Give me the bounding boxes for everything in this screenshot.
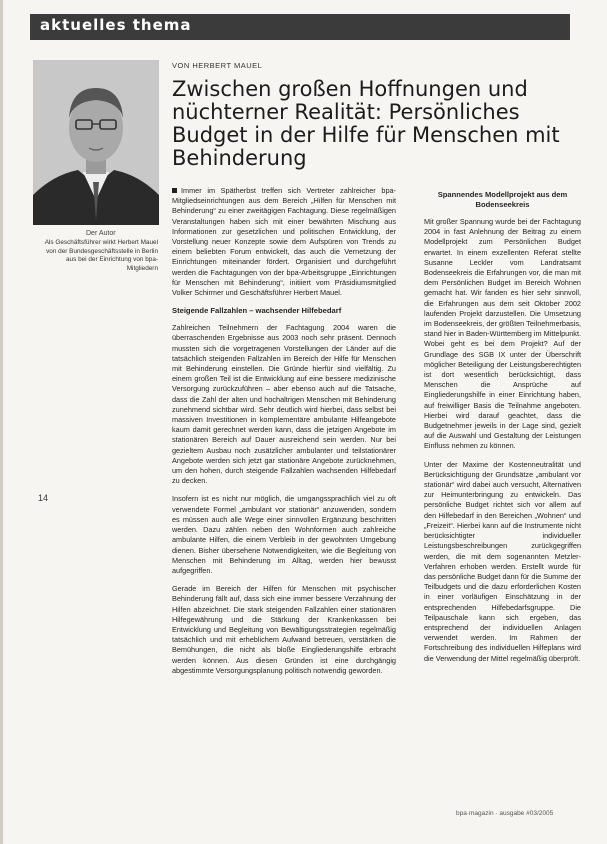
article-lead-text: Immer im Spätherbst treffen sich Vertreter zahlreicher bpa-Mitgliedseinrichtungen aus dem Bereich „Hilfen für Menschen mit Behinderung“ zu einer zweitägigen Fachtagung. Diese regelmäßigen Veranstaltungen haben sich mit einer bewährten Mischung aus Informationen zur gesetzlichen und politischen Entwicklung, der Vorstellung neuer Konzepte sowie dem Aufspüren von Trends zu einem beliebten Forum entwickelt, das auch die Vernetzung der Einrichtungen miteinander fördert. Organisiert und durchgeführt werden die Fachtagungen von der bpa-Arbeitsgruppe „Einrichtungen für Menschen mit Behinderung“, initiiert vom Präsidiumsmitglied Volker Schirmer und Geschäftsführer Herbert Mauel. — [172, 186, 396, 298]
section-label: aktuelles thema — [40, 16, 192, 34]
right-column-paragraph-1: Mit großer Spannung wurde bei der Fachtagung 2004 in fast Anlehnung der Beitrag zu einem Modellprojekt zum Persönlichen Budget erwartet. In einem exzellenten Referat stellte Susanne Leckler vom Landratsamt Bodenseekreis die Erfahrungen vor, die man mit dem Persönlichen Budget im Bereich Wohnen gemacht hat. Wir fanden es hier sehr sinnvoll, die Erfahrungen aus dem seit Oktober 2002 laufenden Projekt darzustellen. Die Umsetzung im Bodenseekreis, der größten Teilnehmerbasis, stand hier in Baden-Württemberg im Mittelpunkt. Wobei geht es bei dem Projekt? Auf der Grundlage des SGB IX unter der Überschrift möglicher Beteiligung der Leistungsberechtigten ist dort wesentlich berücksichtigt, dass Menschen die Ansprüche auf Eingliederungshilfe in einer Einrichtung haben, auf freiwilliger Basis die Teilnahme angeboten. Hierbei wird darauf geachtet, dass die Budgetnehmer jeweils in der Lage sind, gezielt auf die Auswahl und Gestaltung der Leistungen Einfluss nehmen zu können. — [424, 217, 581, 451]
author-caption: Als Geschäftsführer wirkt Herbert Mauel von der Bundesgeschäftsstelle in Berlin aus bei der Einrichtung von bpa-Mitgliedern — [44, 239, 158, 272]
page-number: 14 — [38, 493, 49, 503]
author-photo — [33, 60, 159, 225]
page-footer: bpa·magazin · ausgabe #03/2005 — [456, 810, 554, 817]
article-lead-paragraph — [172, 186, 396, 298]
page-edge — [0, 0, 3, 844]
right-column-subhead: Spannendes Modellprojekt aus dem Bodenseekreis — [437, 190, 568, 209]
author-portrait-image — [33, 60, 159, 225]
article-subhead-1: Steigende Fallzahlen – wachsender Hilfebedarf — [172, 306, 342, 316]
article-paragraph-2: Insofern ist es nicht nur möglich, die umgangssprachlich viel zu oft verwendete Formel „ambulant vor stationär“ anzuwenden, sondern es müssen auch alle Wege einer sinnvollen Ergänzung beschritten werden. Dazu zählen neben den Wohnformen auch zahlreiche ambulante Hilfen, die einem Verbleib in der gewohnten Umgebung dienen. Bisher übersehene Notwendigkeiten, wie die Begleitung von Menschen mit Behinderung im Alltag, werden hier bewusst aufgegriffen. — [172, 494, 396, 575]
article-right-column — [424, 190, 581, 672]
article-paragraph-3: Gerade im Bereich der Hilfen für Menschen mit psychischer Behinderung fällt auf, dass sich eine immer bessere Verzahnung der Hilfen abzeichnet. Die stark steigenden Fallzahlen einer stationären Hilfegewährung und die Stärkung der Krankenkassen bei Entwicklung und Begleitung von Bewältigungsstrategien regelmäßig tatsächlich und mit erheblichem Aufwand betreuen, verstärken die Bemühungen, die nicht als bloße Eingliederungshilfe erbracht werden können. Aus diesen Gründen ist eine durchgängig abgestimmte Versorgungsplanung politisch notwendig geworden. — [172, 584, 396, 675]
article-paragraph-1: Zahlreichen Teilnehmern der Fachtagung 2004 waren die überraschenden Ergebnisse aus 2003 noch sehr präsent. Dennoch mussten sich die vorgetragenen Vorstellungen der Länder auf die tatsächlich steigenden Fallzahlen im Bereich der Hilfe für Menschen mit Behinderung einstellen. Die Gründe hierfür sind vielfältig. Zu einem großen Teil ist die Entwicklung auf eine bessere medizinische Versorgung zurückzuführen – aber ebenso auch auf die Tatsache, dass die Zahl der alten und hochaltrigen Menschen mit Behinderung zunehmend sichtbar wird. Sehr deutlich wird hierbei, dass selbst bei massiven Investitionen in komplementäre ambulante Hilfeangebote kaum damit gerechnet werden kann, dass die jetzigen Angebote im stationären Bereich auf Dauer ausreichend sein werden. Nur bei gezieltem Ausbau noch zusätzlicher ambulanter und teilstationärer Angebote werden sich jetzt gar stationäre Angebote zurücknehmen, um den hohen, durch steigende Fallzahlen wachsenden Hilfebedarf zu decken. — [172, 323, 396, 486]
article-headline: Zwischen großen Hoffnungen und nüchterner Realität: Persönliches Budget in der Hilfe für Menschen mit Behinderung — [172, 77, 560, 170]
article-byline: VON HERBERT MAUEL — [172, 61, 263, 70]
article-left-column — [172, 186, 396, 684]
author-label: Der Autor — [86, 230, 116, 237]
bullet-marker — [172, 188, 177, 193]
right-column-paragraph-2: Unter der Maxime der Kostenneutralität und Berücksichtigung der Grundsätze „ambulant vor stationär“ wird dabei auch versucht, Alternativen zur Heimunterbringung zu entwickeln. Das persönliche Budget richtet sich vor allem auf den Hilfebedarf in den Bereichen „Wohnen“ und „Freizeit“. Hierbei kann auf die Instrumente nicht berücksichtigter individueller Leistungsbeschreibungen zurückgegriffen werden, die mit dem sogenannten Metzler-Verfahren erhoben werden. Erstellt wurde für das persönliche Budget dann für die Summe der Teilbudgets und die dazu erforderlichen Kosten in einer vorläufigen Einschätzung in der entsprechenden Hilfebedarfsgruppe. Die Teilpauschale kann sich ergeben, das entsprechend der individuellen Anlagen verwendet werden. Im Rahmen der Fortschreibung des individuellen Hilfeplans wird die Verwendung der Mittel regelmäßig überprüft. — [424, 459, 581, 663]
